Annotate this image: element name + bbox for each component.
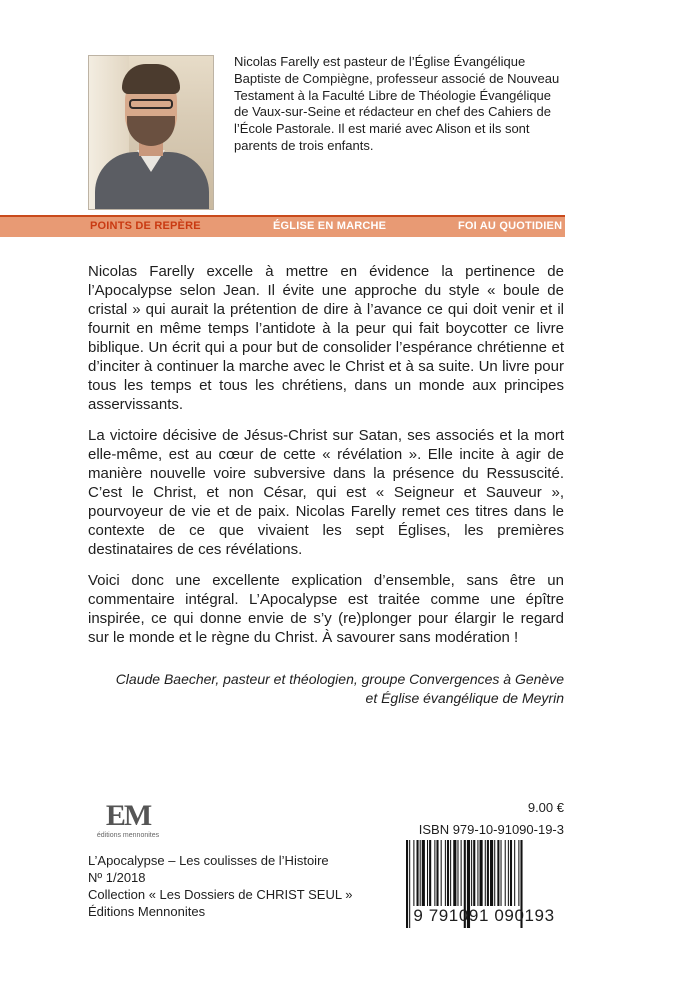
collection-name: Collection « Les Dossiers de CHRIST SEUL »: [88, 887, 353, 902]
publication-info: [88, 852, 388, 920]
publisher-logo: [88, 800, 168, 842]
band-item-foi-au-quotidien: FOI AU QUOTIDIEN: [458, 220, 563, 232]
blurb: [88, 262, 564, 659]
band-item-points-de-repere: POINTS DE REPÈRE: [90, 220, 201, 232]
issue-number: Nº 1/2018: [88, 870, 146, 885]
author-photo: [88, 55, 214, 210]
attribution: [88, 670, 564, 708]
blurb-paragraph-2: La victoire décisive de Jésus-Christ sur Satan, ses associés et la mort elle-même, est au cœur de cette « révélation ». Elle incite à agir de manière nouvelle voire subversive dans la présence du Ressuscité. C’est le Christ, et non César, qui est « Seigneur et Sauveur », pourvoyeur de vie et de paix. Nicolas Farelly remet ces titres dans le contexte de ce que vivaient les sept Églises, les premières destinataires de ces révélations.: [88, 427, 564, 558]
attribution-line-1: Claude Baecher, pasteur et théologien, groupe Convergences à Genève: [115, 671, 564, 687]
logo-letters: EM: [105, 799, 151, 832]
collection-band: [0, 215, 565, 237]
attribution-line-2: et Église évangélique de Meyrin: [365, 690, 564, 706]
logo-text: éditions mennonites: [96, 832, 160, 839]
price: 9.00 €: [527, 800, 564, 815]
isbn: ISBN 979-10-91090-19-3: [418, 822, 564, 837]
barcode-digits: 9 791091 090193: [413, 906, 555, 925]
blurb-paragraph-3: Voici donc une excellente explication d’ensemble, sans être un commentaire intégral. L’Apocalypse est traitée comme une épître inspirée, ce qui donne envie de s’y (re)plonger pour élargir le regard sur le monde et le règne du Christ. À savourer sans modération !: [88, 572, 564, 646]
band-item-eglise-en-marche: ÉGLISE EN MARCHE: [273, 220, 387, 232]
blurb-paragraph-1: Nicolas Farelly excelle à mettre en évidence la pertinence de l’Apocalypse selon Jean. Il évite une approche du style « boule de cristal » qui aurait la prétention de dire à l’avance ce qui doit venir et il fournit en même temps l’antidote à la peur qui fait boycotter ce livre biblique. Un écrit qui a pour but de consolider l’espérance chrétienne et d’inciter à continuer la marche avec le Christ et à sa suite. Un livre pour tous les temps et tous les chrétiens, dans un monde aux principes asservissants.: [88, 263, 564, 413]
publisher-name: Éditions Mennonites: [88, 904, 206, 919]
book-title: L’Apocalypse – Les coulisses de l’Histoire: [88, 853, 329, 868]
author-bio: Nicolas Farelly est pasteur de l’Église Évangélique Baptiste de Compiègne, professeur associé de Nouveau Testament à la Faculté Libre de Théologie Évangélique de Vaux-sur-Seine et rédacteur en chef des Cahiers de l’École Pastorale. Il est marié avec Alison et ils sont parents de trois enfants.: [234, 54, 560, 153]
